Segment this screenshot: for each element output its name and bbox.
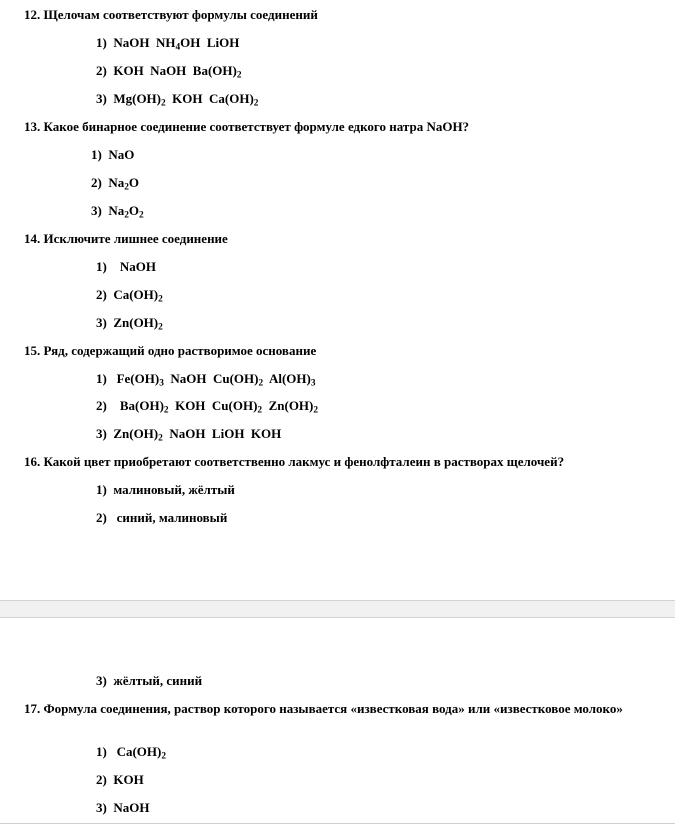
option-number: 3) xyxy=(96,315,114,330)
option-formula: $Ca(OH)_2$ xyxy=(113,744,167,762)
option-number: 2) xyxy=(96,772,114,787)
option-number: 3) xyxy=(96,800,114,815)
option-number: 3) xyxy=(96,426,114,441)
question-12: 12. Щелочам соответствуют формулы соединений xyxy=(24,7,318,22)
option-number: 3) xyxy=(91,203,109,218)
q13-option-2 xyxy=(91,175,139,191)
option-number: 3) xyxy=(96,91,114,106)
option-formula: $Ca(OH)_2$ xyxy=(113,287,163,305)
q17-option-2 xyxy=(96,772,144,788)
q12-option-2 xyxy=(96,63,242,79)
option-formula: малиновый, жёлтый xyxy=(113,482,235,497)
option-number: 1) xyxy=(96,482,114,497)
document-page-2 xyxy=(0,618,675,829)
q14-option-3 xyxy=(96,315,163,331)
option-formula: NaO xyxy=(108,147,135,162)
option-formula: синий, малиновый xyxy=(113,510,228,525)
q15-option-2 xyxy=(96,398,318,414)
option-number: 2) xyxy=(91,175,109,190)
option-number: 3) xyxy=(96,673,114,688)
q13-option-1 xyxy=(91,147,134,163)
option-formula: NaOH $NH_4OH$ LiOH xyxy=(113,35,240,53)
question-14: 14. Исключите лишнее соединение xyxy=(24,231,228,246)
option-formula: жёлтый, синий xyxy=(113,673,203,688)
option-number: 1) xyxy=(96,744,114,759)
option-number: 1) xyxy=(91,147,109,162)
option-number: 1) xyxy=(96,35,114,50)
q16-option-2 xyxy=(96,510,227,526)
page-bottom-divider xyxy=(0,823,675,824)
question-17: 17. Формула соединения, раствор которого называется «известковая вода» или «известковое молоко» xyxy=(24,701,623,716)
question-13: 13. Какое бинарное соединение соответствует формуле едкого натра NaOH? xyxy=(24,119,470,134)
q12-option-3 xyxy=(96,91,258,107)
page-break xyxy=(0,600,675,618)
question-15: 15. Ряд, содержащий одно растворимое основание xyxy=(24,343,317,358)
option-number: 1) xyxy=(96,259,114,274)
q16-option-3 xyxy=(96,673,202,689)
q15-option-3 xyxy=(96,426,281,442)
option-formula: $Na_2O$ xyxy=(108,175,140,193)
option-formula: $Mg(OH)_2$ KOH $Ca(OH)_2$ xyxy=(113,91,259,109)
q17-option-3 xyxy=(96,800,149,816)
option-formula: $Ba(OH)_2$ KOH $Cu(OH)_2$ $Zn(OH)_2$ xyxy=(113,398,319,416)
q16-option-1 xyxy=(96,482,235,498)
option-formula: $Zn(OH)_2$ xyxy=(113,315,163,333)
option-formula: KOH xyxy=(113,772,144,787)
option-formula: $Zn(OH)_2$ NaOH LiOH KOH xyxy=(113,426,282,444)
option-number: 2) xyxy=(96,63,114,78)
q17-option-1 xyxy=(96,744,166,760)
option-formula: NaOH xyxy=(113,259,156,274)
option-number: 2) xyxy=(96,287,114,302)
q15-option-1 xyxy=(96,371,316,387)
q12-option-1 xyxy=(96,35,239,51)
option-formula: $Na_2O_2$ xyxy=(108,203,144,221)
q14-option-1 xyxy=(96,259,156,275)
question-16: 16. Какой цвет приобретают соответственно лакмус и фенолфталеин в растворах щелочей? xyxy=(24,454,565,469)
option-formula: KOH NaOH $Ba(OH)_2$ xyxy=(113,63,242,81)
q13-option-3 xyxy=(91,203,144,219)
option-number: 1) xyxy=(96,371,114,386)
option-formula: $Fe(OH)_3$ NaOH $Cu(OH)_2$ $Al(OH)_3$ xyxy=(113,371,316,389)
option-formula: NaOH xyxy=(113,800,150,815)
option-number: 2) xyxy=(96,398,114,413)
option-number: 2) xyxy=(96,510,114,525)
q14-option-2 xyxy=(96,287,163,303)
